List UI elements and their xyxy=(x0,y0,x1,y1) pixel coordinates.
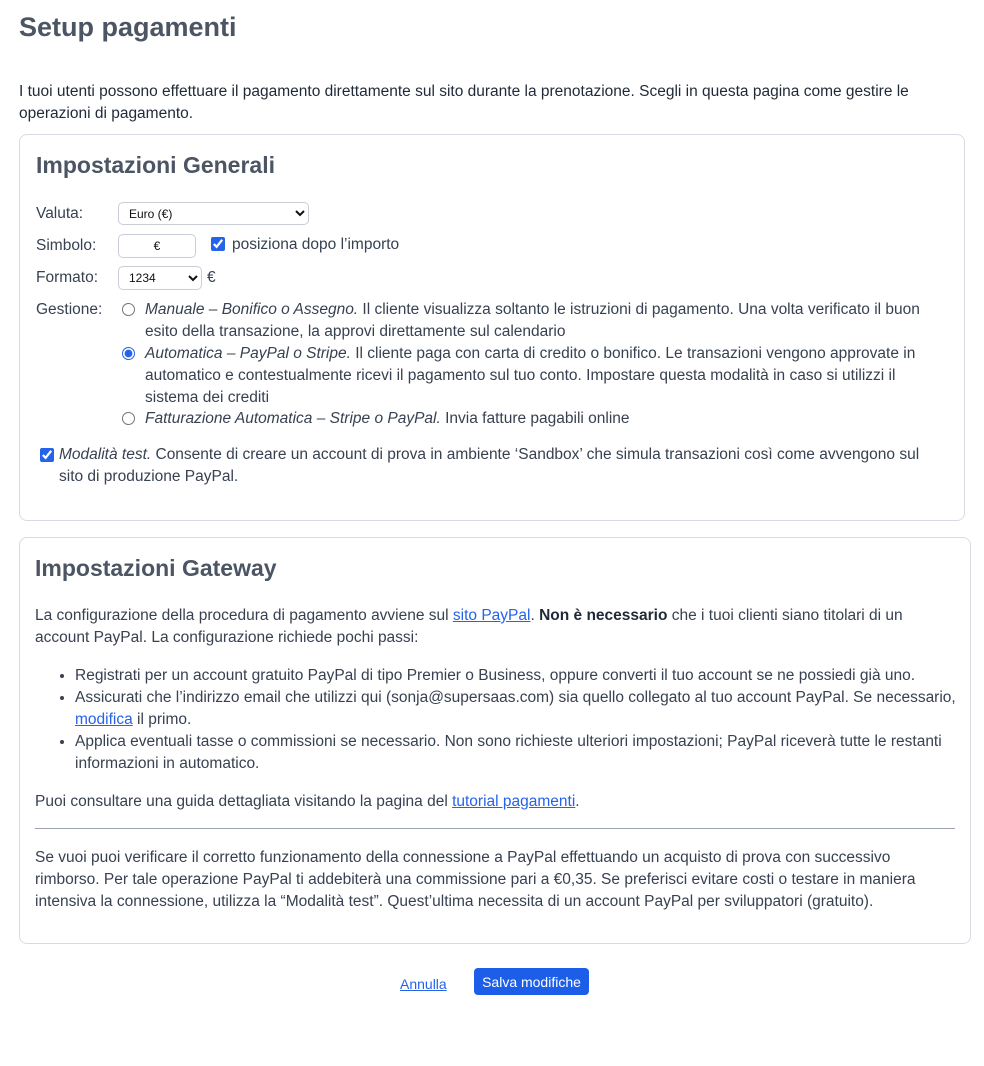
page-title: Setup pagamenti xyxy=(19,12,237,42)
config-text-mid: . xyxy=(530,607,540,624)
format-select[interactable] xyxy=(118,266,202,290)
management-option-automatic[interactable] xyxy=(122,343,942,409)
management-radio-manual[interactable] xyxy=(122,303,135,316)
page-intro: I tuoi utenti possono effettuare il pagamento direttamente sul sito durante la prenotazione. Scegli in questa pagina come gestire le operazioni di pagamento. xyxy=(19,83,909,122)
config-text-pre: La configurazione della procedura di pagamento avviene sul xyxy=(35,607,453,624)
paypal-site-link[interactable]: sito PayPal xyxy=(452,607,531,624)
management-option-invoicing[interactable] xyxy=(122,408,942,430)
manual-option-desc: Il cliente visualizza soltanto le istruzioni di pagamento. Una volta verificato il buon esito della transazione, la approvi direttamente sul calendario xyxy=(145,301,920,340)
guide-text xyxy=(35,791,940,813)
management-option-manual[interactable] xyxy=(122,299,942,343)
currency-select[interactable] xyxy=(118,202,309,225)
gateway-config-text xyxy=(35,605,940,649)
invoicing-option-title: Fatturazione Automatica – Stripe o PayPal. xyxy=(145,410,441,427)
automatic-option-title: Automatica – PayPal o Stripe. xyxy=(145,345,351,362)
invoicing-option-desc: Invia fatture pagabili online xyxy=(440,410,630,427)
gateway-steps-list xyxy=(35,665,984,775)
symbol-label: Simbolo: xyxy=(36,237,97,254)
management-label: Gestione: xyxy=(36,301,103,318)
manual-option-title: Manuale – Bonifico o Assegno. xyxy=(145,301,359,318)
format-label: Formato: xyxy=(36,269,99,286)
format-currency-symbol: € xyxy=(207,269,216,286)
config-text-post: che i tuoi clienti siano titolari di un account PayPal. La configurazione richiede pochi passi: xyxy=(35,607,903,646)
list-item: • Registrati per un account gratuito PayPal di tipo Premier o Business, oppure converti il tuo account se ne possiedi già uno. xyxy=(75,665,984,687)
save-changes-button[interactable]: Salva modifiche xyxy=(474,968,589,995)
automatic-option-desc: Il cliente paga con carta di credito o bonifico. Le transazioni vengono approvate in automatico e contestualmente ricevi il pagamento sul tuo conto. Impostare questa modalità in caso si utilizzi il sistema dei crediti xyxy=(145,345,916,406)
guide-text-post: . xyxy=(575,793,580,810)
symbol-after-amount-checkbox[interactable] xyxy=(211,237,225,251)
test-mode-title: Modalità test. xyxy=(59,446,152,463)
list-item xyxy=(75,687,984,731)
test-mode-checkbox[interactable] xyxy=(40,448,54,462)
test-mode-desc: Consente di creare un account di prova in ambiente ‘Sandbox’ che simula transazioni così come avvengono sul sito di produzione PayPal. xyxy=(59,446,920,485)
guide-text-pre: Puoi consultare una guida dettagliata visitando la pagina del xyxy=(35,793,453,810)
management-radio-invoicing[interactable] xyxy=(122,412,135,425)
general-settings-panel xyxy=(19,134,965,521)
step2-text-pre: Assicurati che l’indirizzo email che utilizzi qui (sonja@supersaas.com) sia quello collegato al tuo account PayPal. Se necessario, xyxy=(75,689,956,706)
verify-connection-text: Se vuoi puoi verificare il corretto funzionamento della connessione a PayPal effettuando un acquisto di prova con successivo rimborso. Per tale operazione PayPal ti addebiterà una commissione pari a €0,35. Se preferisci evitare costi o testare in maniera intensiva la connessione, utilizza la “Modalità test”. Quest’ultima necessita di un account PayPal per sviluppatori (gratuito). xyxy=(35,849,916,910)
gateway-divider xyxy=(35,828,955,829)
general-settings-heading: Impostazioni Generali xyxy=(36,152,275,178)
management-radio-automatic[interactable] xyxy=(122,347,135,360)
gateway-settings-heading: Impostazioni Gateway xyxy=(35,555,277,581)
config-text-bold: Non è necessario xyxy=(539,607,668,624)
gateway-settings-panel xyxy=(19,537,971,944)
modify-email-link[interactable]: modifica xyxy=(75,711,133,728)
currency-label: Valuta: xyxy=(36,205,84,222)
payment-tutorial-link[interactable]: tutorial pagamenti xyxy=(452,793,576,810)
list-item: • Applica eventuali tasse o commissioni se necessario. Non sono richieste ulteriori impostazioni; PayPal riceverà tutte le restanti informazioni in automatico. xyxy=(75,731,984,775)
symbol-input[interactable] xyxy=(118,234,196,258)
step2-text-post: il primo. xyxy=(132,711,192,728)
cancel-link[interactable]: Annulla xyxy=(400,976,447,992)
symbol-after-amount-label: posiziona dopo l’importo xyxy=(232,236,400,253)
test-mode-row[interactable] xyxy=(36,444,946,488)
